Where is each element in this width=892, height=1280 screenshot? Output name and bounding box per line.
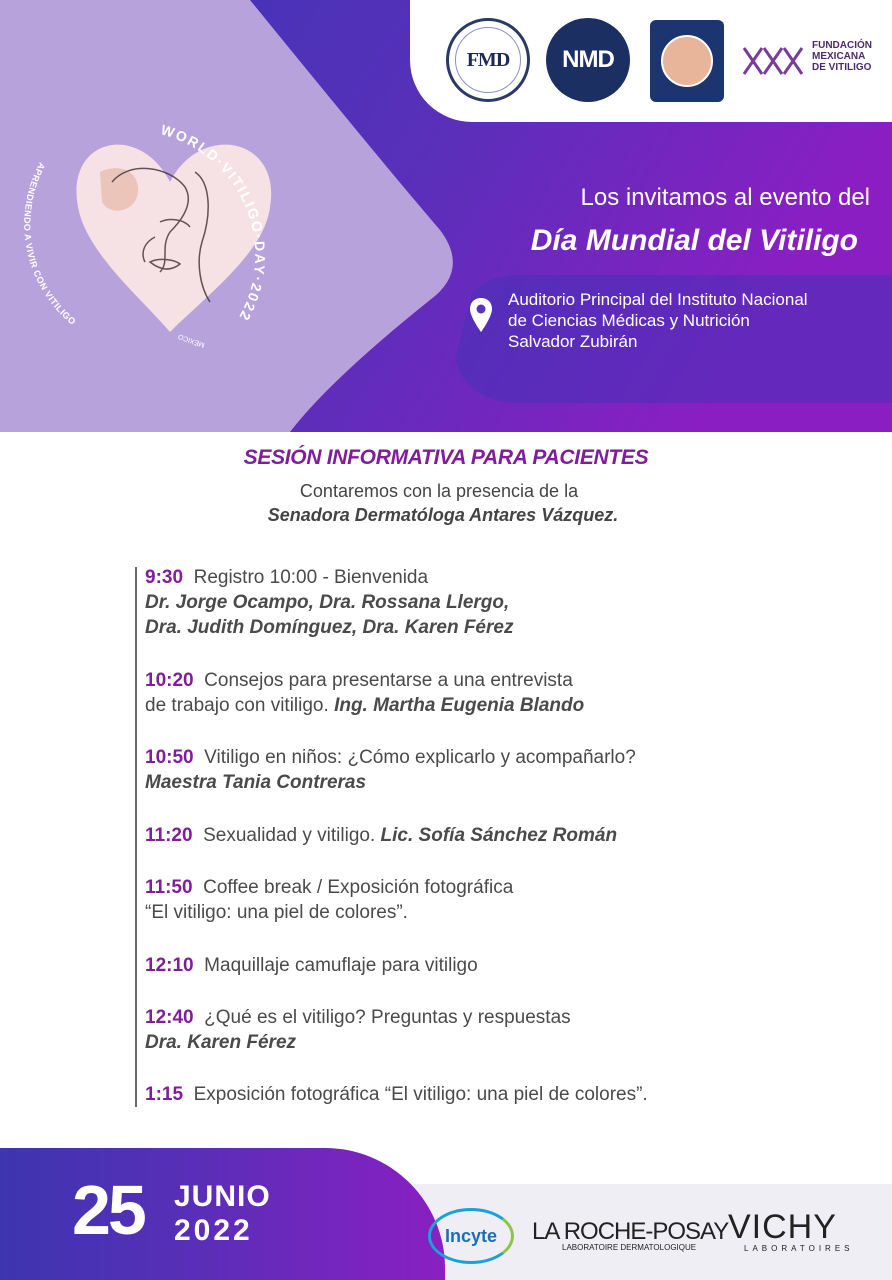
dermatology-society-logo [650, 20, 724, 102]
agenda-text: Coffee break / Exposición fotográfica [203, 877, 514, 898]
emblem-sub-text: MÉXICO [177, 332, 206, 349]
agenda-time: 11:20 [145, 825, 193, 846]
fundacion-vitiligo-mark [742, 44, 804, 80]
la-roche-posay-logo: LA ROCHE-POSAY [532, 1218, 729, 1245]
fmv-line: MEXICANA [812, 51, 866, 62]
session-title: SESIÓN INFORMATIVA PARA PACIENTES [243, 446, 649, 469]
agenda-time: 12:40 [145, 1007, 194, 1028]
invite-line: Los invitamos al evento del [580, 184, 870, 211]
agenda-item [145, 875, 513, 925]
dermatology-society-emblem [661, 35, 713, 87]
agenda-text: Exposición fotográfica “El vitiligo: una piel de colores”. [193, 1084, 648, 1105]
agenda-speaker: Dra. Karen Férez [145, 1032, 297, 1053]
nmd-logo-text: NMD [562, 46, 614, 73]
address-line: Auditorio Principal del Instituto Nacional [508, 290, 808, 309]
agenda-item [145, 565, 513, 640]
agenda-text: de trabajo con vitiligo. [145, 695, 329, 716]
event-year: 2022 [174, 1214, 253, 1247]
nmd-logo [546, 18, 630, 102]
fmd-logo-text: FMD [466, 48, 510, 71]
svg-text:APRENDIENDO A VIVIR CON VITILI [22, 161, 78, 327]
event-title: Día Mundial del Vitiligo [530, 224, 858, 257]
incyte-logo [428, 1208, 514, 1264]
agenda-item [145, 668, 584, 718]
agenda-text: Sexualidad y vitiligo. [203, 825, 376, 846]
agenda-text: Maquillaje camuflaje para vitiligo [204, 955, 478, 976]
la-roche-posay-subtitle: LABORATOIRE DERMATOLOGIQUE [562, 1243, 697, 1252]
fundacion-vitiligo-text [812, 40, 872, 73]
event-month: JUNIO [174, 1180, 271, 1213]
agenda-time: 9:30 [145, 567, 184, 588]
agenda-text: ¿Qué es el vitiligo? Preguntas y respuestas [204, 1007, 571, 1028]
agenda-speaker: Dr. Jorge Ocampo, Dra. Rossana Llergo, [145, 592, 510, 613]
fmv-line: FUNDACIÓN [812, 40, 872, 51]
agenda-speaker: Lic. Sofía Sánchez Román [380, 825, 618, 846]
session-subtitle: Contaremos con la presencia de la [299, 481, 579, 501]
event-day: 25 [72, 1171, 144, 1249]
fmd-logo [446, 18, 530, 102]
agenda-item [145, 823, 617, 848]
world-vitiligo-day-emblem [20, 112, 350, 372]
agenda-time: 12:10 [145, 955, 194, 976]
agenda-item [145, 745, 636, 795]
agenda-text: “El vitiligo: una piel de colores”. [145, 902, 408, 923]
session-guest: Senadora Dermatóloga Antares Vázquez. [267, 505, 619, 525]
address-line: de Ciencias Médicas y Nutrición [508, 311, 750, 330]
agenda-time: 10:20 [145, 670, 194, 691]
agenda-item [145, 1005, 571, 1055]
vichy-logo: VICHY [728, 1208, 837, 1246]
agenda-text: Registro 10:00 - Bienvenida [193, 567, 429, 588]
emblem-outer-text: WORLD·VITILIGO·DAY·2022 [159, 121, 269, 325]
incyte-logo-text: Incyte [444, 1225, 498, 1246]
agenda-text: Vitiligo en niños: ¿Cómo explicarlo y acompañarlo? [204, 747, 636, 768]
agenda-item [145, 1082, 648, 1107]
agenda-item [145, 953, 478, 978]
agenda-divider [135, 567, 137, 1107]
agenda-time: 11:50 [145, 877, 193, 898]
emblem-left-text: APRENDIENDO A VIVIR CON VITILIGO [22, 161, 78, 327]
address-line: Salvador Zubirán [508, 332, 638, 351]
agenda-speaker: Dra. Judith Domínguez, Dra. Karen Férez [145, 617, 514, 638]
fmv-line: DE VITILIGO [812, 62, 872, 73]
agenda-speaker: Maestra Tania Contreras [145, 772, 367, 793]
agenda-text: Consejos para presentarse a una entrevista [204, 670, 573, 691]
fundacion-vitiligo-logo [742, 40, 877, 88]
location-pin-icon [470, 298, 492, 334]
agenda-speaker: Ing. Martha Eugenia Blando [334, 695, 585, 716]
agenda-time: 1:15 [145, 1084, 184, 1105]
agenda-time: 10:50 [145, 747, 194, 768]
location-address [508, 289, 808, 352]
vichy-subtitle: LABORATOIRES [744, 1244, 854, 1253]
